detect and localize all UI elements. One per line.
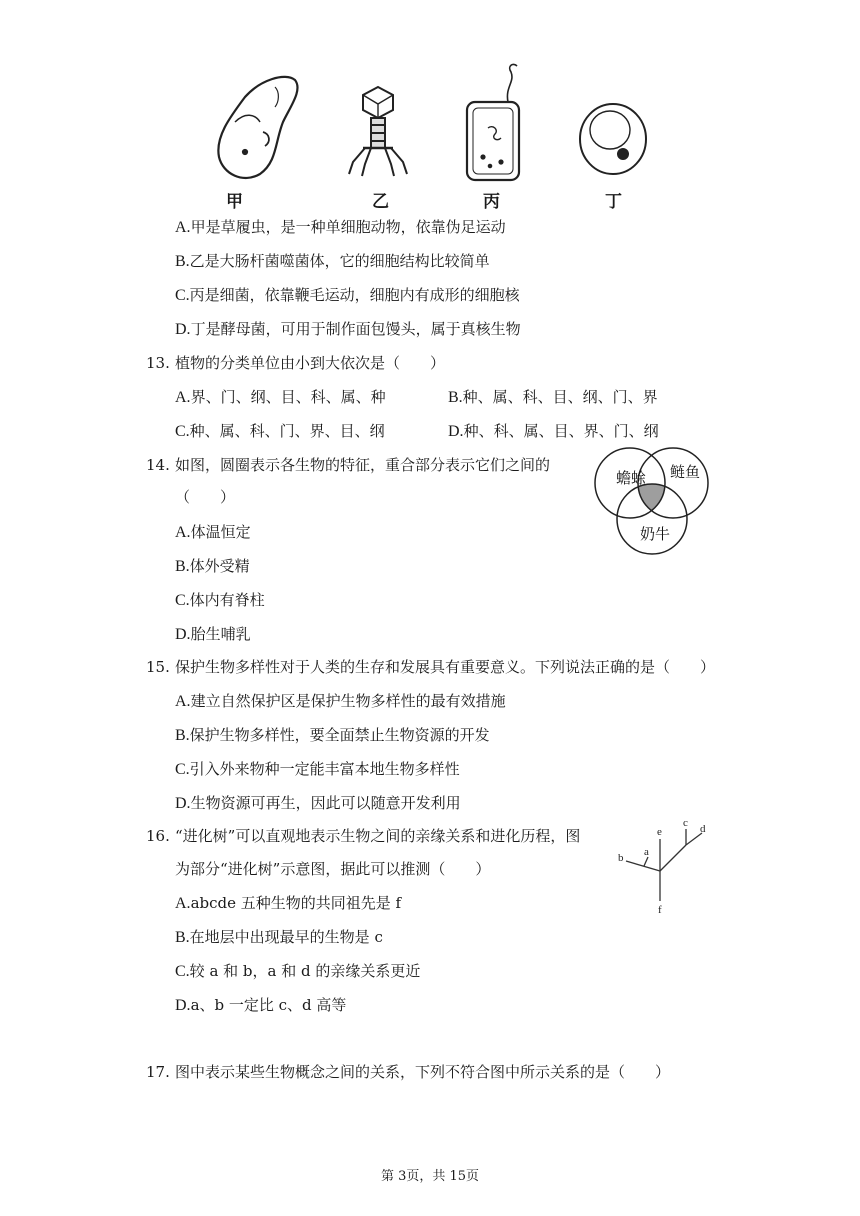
figure-label-bing: 丙 — [483, 192, 500, 212]
q17-number: 17. — [146, 1063, 170, 1081]
q12-option-d[interactable]: D.丁是酵母菌，可用于制作面包馒头，属于真核生物 — [175, 320, 521, 338]
bacterium-drawing — [467, 64, 519, 180]
q12-option-a[interactable]: A.甲是草履虫，是一种单细胞动物，依靠伪足运动 — [175, 218, 506, 236]
q14-option-d[interactable]: D.胎生哺乳 — [175, 625, 251, 643]
bacteriophage-drawing — [349, 87, 407, 176]
q14-stem-line1: 如图，圆圈表示各生物的特征，重合部分表示它们之间的 — [175, 456, 551, 474]
q13-option-d[interactable]: D.种、科、属、目、界、门、纲 — [448, 422, 659, 440]
venn-diagram — [590, 447, 720, 559]
q14-number: 14. — [146, 456, 170, 474]
evolution-tree — [612, 815, 712, 917]
tree-label-b: b — [618, 852, 624, 864]
q16-number: 16. — [146, 827, 170, 845]
q13-option-b[interactable]: B.种、属、科、目、纲、门、界 — [448, 388, 658, 406]
tree-label-f: f — [658, 904, 662, 916]
q16-option-b[interactable]: B.在地层中出现最早的生物是 c — [175, 928, 383, 946]
q12-option-c[interactable]: C.丙是细菌，依靠鞭毛运动，细胞内有成形的细胞核 — [175, 286, 520, 304]
paramecium-drawing — [218, 77, 297, 178]
q14-stem-line2: （ ） — [175, 488, 236, 506]
page-footer: 第 3页，共 15页 — [380, 1169, 480, 1184]
q16-stem-line2: 为部分“进化树”示意图，据此可以推测（ ） — [175, 860, 491, 878]
tree-label-d: d — [700, 823, 706, 835]
q17-stem: 图中表示某些生物概念之间的关系，下列不符合图中所示关系的是（ ） — [175, 1063, 671, 1081]
figure-label-ding: 丁 — [605, 192, 622, 212]
q14-option-c[interactable]: C.体内有脊柱 — [175, 591, 265, 609]
q15-stem: 保护生物多样性对于人类的生存和发展具有重要意义。下列说法正确的是（ ） — [175, 658, 716, 676]
tree-label-c: c — [683, 817, 688, 829]
q13-number: 13. — [146, 354, 170, 372]
q15-option-a[interactable]: A.建立自然保护区是保护生物多样性的最有效措施 — [175, 692, 506, 710]
q13-option-c[interactable]: C.种、属、科、门、界、目、纲 — [175, 422, 385, 440]
q14-option-a[interactable]: A.体温恒定 — [175, 523, 251, 541]
q16-stem-line1: “进化树”可以直观地表示生物之间的亲缘关系和进化历程，图 — [175, 827, 581, 845]
q15-number: 15. — [146, 658, 170, 676]
venn-label-toad: 蟾蜍 — [616, 469, 647, 487]
yeast-drawing — [580, 104, 646, 174]
tree-label-e: e — [657, 826, 662, 838]
venn-label-silver-carp: 鲢鱼 — [670, 463, 701, 481]
q12-option-b[interactable]: B.乙是大肠杆菌噬菌体，它的细胞结构比较简单 — [175, 252, 490, 270]
figure-label-jia: 甲 — [226, 192, 243, 212]
organism-figure — [205, 62, 665, 212]
q16-option-c[interactable]: C.较 a 和 b，a 和 d 的亲缘关系更近 — [175, 962, 421, 980]
tree-label-a: a — [644, 846, 649, 858]
q16-option-a[interactable]: A.abcde 五种生物的共同祖先是 f — [175, 894, 402, 912]
q15-option-b[interactable]: B.保护生物多样性，要全面禁止生物资源的开发 — [175, 726, 490, 744]
venn-label-cow: 奶牛 — [640, 525, 671, 543]
q16-option-d[interactable]: D.a、b 一定比 c、d 高等 — [175, 996, 347, 1014]
q14-option-b[interactable]: B.体外受精 — [175, 557, 250, 575]
q15-option-c[interactable]: C.引入外来物种一定能丰富本地生物多样性 — [175, 760, 460, 778]
figure-label-yi: 乙 — [372, 192, 389, 212]
q13-option-a[interactable]: A.界、门、纲、目、科、属、种 — [175, 388, 386, 406]
q15-option-d[interactable]: D.生物资源可再生，因此可以随意开发利用 — [175, 794, 461, 812]
q13-stem: 植物的分类单位由小到大依次是（ ） — [175, 354, 446, 372]
